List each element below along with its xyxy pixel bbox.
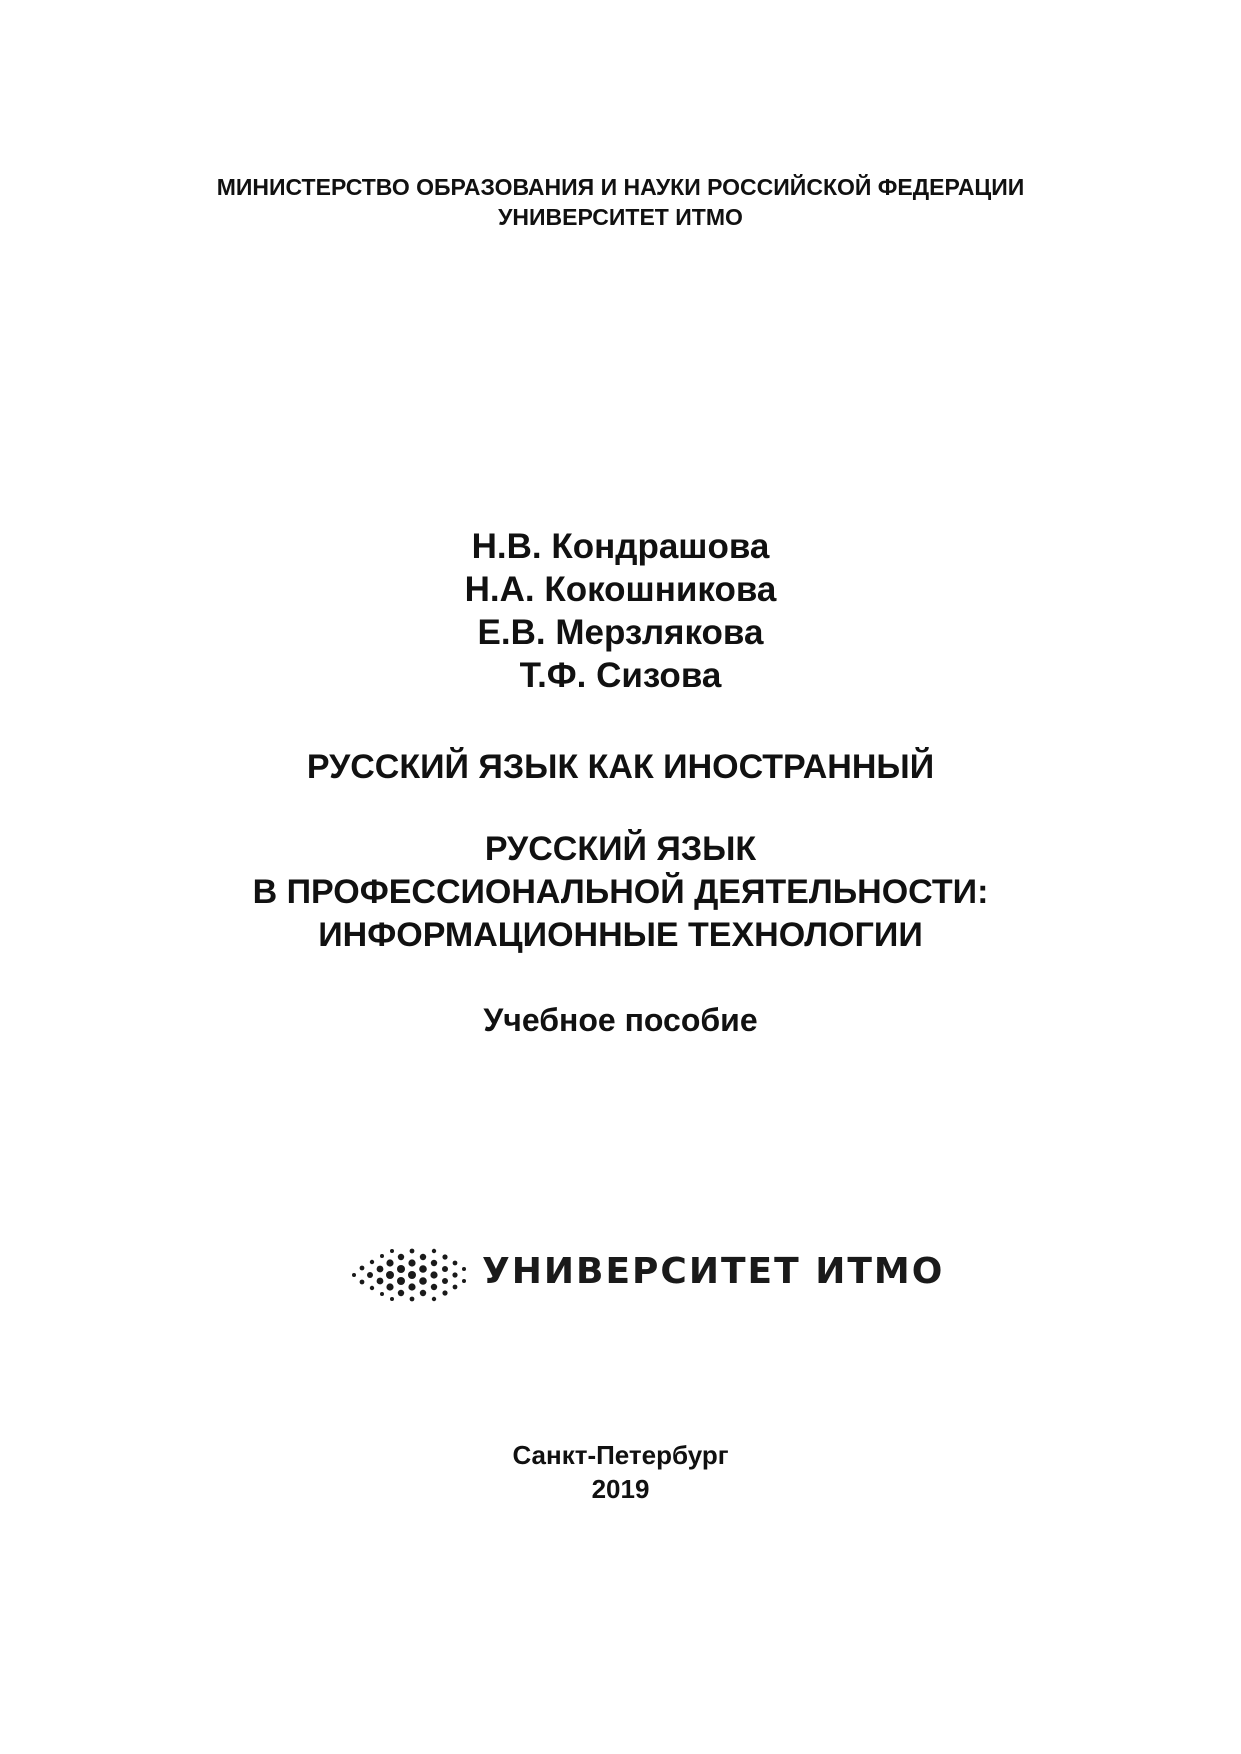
author-3: Е.В. Мерзлякова <box>477 613 764 652</box>
itmo-logo <box>350 1240 945 1310</box>
itmo-dots-logo-icon <box>350 1244 474 1306</box>
year: 2019 <box>591 1474 650 1504</box>
book-title-line-1: РУССКИЙ ЯЗЫК <box>484 830 757 868</box>
book-title-line-3: ИНФОРМАЦИОННЫЕ ТЕХНОЛОГИИ <box>318 916 923 954</box>
book-type: Учебное пособие <box>483 1002 758 1038</box>
university-header: УНИВЕРСИТЕТ ИТМО <box>498 204 743 230</box>
author-4: Т.Ф. Сизова <box>519 656 722 695</box>
book-title-line-2: В ПРОФЕССИОНАЛЬНОЙ ДЕЯТЕЛЬНОСТИ: <box>252 873 989 911</box>
author-2: Н.А. Кокошникова <box>464 570 777 609</box>
ministry-header: МИНИСТЕРСТВО ОБРАЗОВАНИЯ И НАУКИ РОССИЙСКОЙ ФЕДЕРАЦИИ <box>216 174 1025 200</box>
series-title: РУССКИЙ ЯЗЫК КАК ИНОСТРАННЫЙ <box>306 748 935 786</box>
author-1: Н.В. Кондрашова <box>471 527 770 566</box>
city: Санкт-Петербург <box>512 1440 729 1470</box>
logo-text: УНИВЕРСИТЕТ ИТМО <box>482 1251 945 1292</box>
